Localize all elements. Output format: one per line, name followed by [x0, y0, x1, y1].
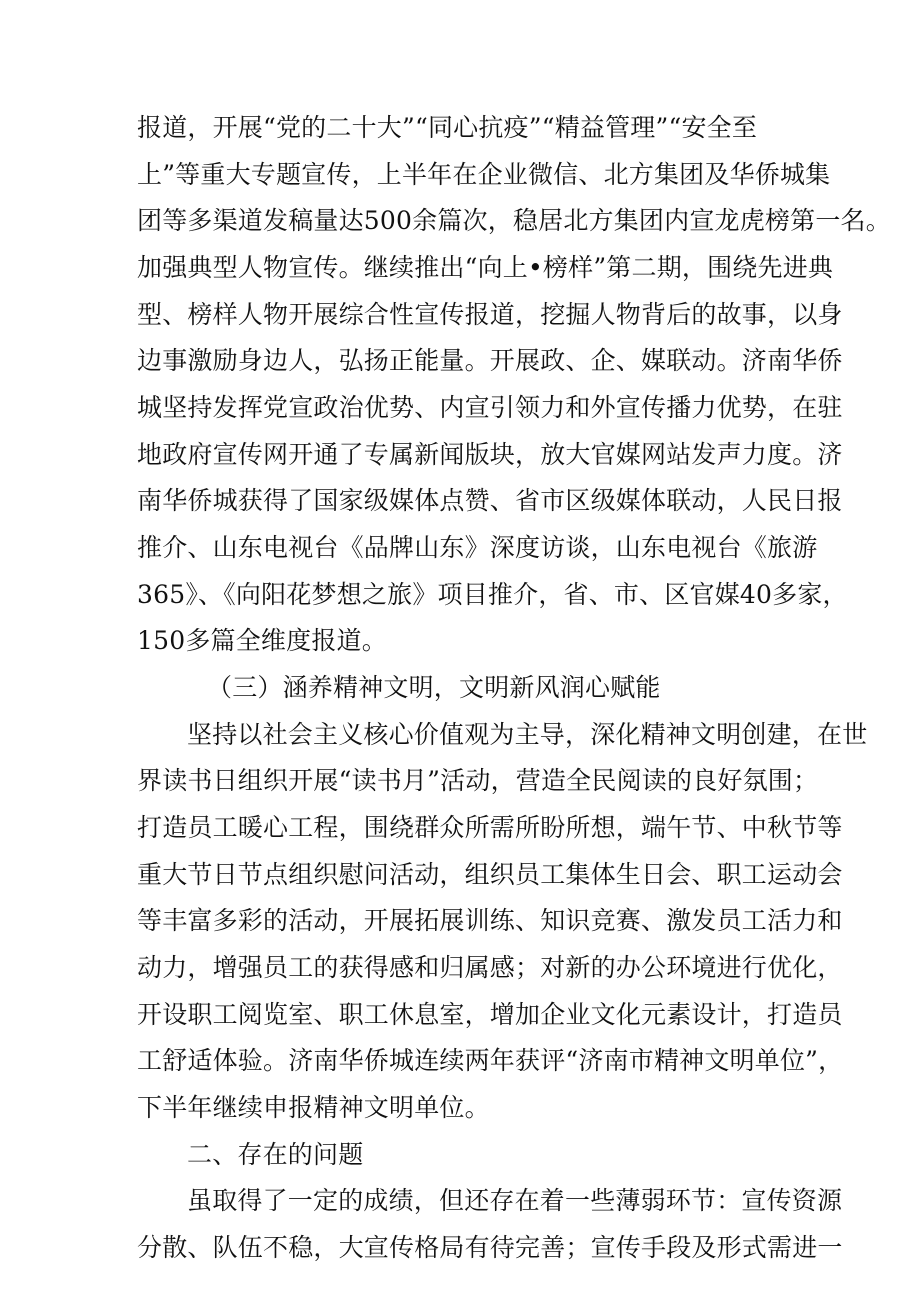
paragraph-line: 重大节日节点组织慰问活动，组织员工集体生日会、职工运动会 — [137, 860, 843, 889]
paragraph-line: 加强典型人物宣传。继续推出“向上•榜样”第二期，围绕先进典 — [137, 253, 834, 282]
paragraph-line: 工舒适体验。济南华侨城连续两年获评“济南市精神文明单位”， — [137, 1046, 844, 1075]
section-heading: 二、存在的问题 — [187, 1140, 364, 1169]
paragraph-line: 开设职工阅览室、职工休息室，增加企业文化元素设计，打造员 — [137, 1000, 843, 1029]
paragraph-line: 下半年继续申报精神文明单位。 — [137, 1093, 490, 1122]
paragraph-line: 边事激励身边人，弘扬正能量。开展政、企、媒联动。济南华侨 — [137, 346, 843, 375]
section-subheading: （三）涵养精神文明，文明新风润心赋能 — [207, 673, 661, 702]
paragraph-line: 打造员工暖心工程，围绕群众所需所盼所想，端午节、中秋节等 — [137, 813, 843, 842]
paragraph-line: 地政府宣传网开通了专属新闻版块，放大官媒网站发声力度。济 — [137, 440, 843, 469]
paragraph-line: 城坚持发挥党宣政治优势、内宣引领力和外宣传播力优势，在驻 — [137, 393, 843, 422]
paragraph-line: 上”等重大专题宣传，上半年在企业微信、北方集团及华侨城集 — [137, 160, 831, 189]
paragraph-line: 团等多渠道发稿量达500余篇次，稳居北方集团内宣龙虎榜第一名。 — [137, 206, 891, 235]
paragraph-line: 虽取得了一定的成绩，但还存在着一些薄弱环节：宣传资源 — [187, 1186, 843, 1215]
paragraph-line: 坚持以社会主义核心价值观为主导，深化精神文明创建，在世 — [187, 720, 868, 749]
paragraph-line: 推介、山东电视台《品牌山东》深度访谈，山东电视台《旅游 — [137, 533, 818, 562]
paragraph-line: 型、榜样人物开展综合性宣传报道，挖掘人物背后的故事，以身 — [137, 300, 843, 329]
paragraph-line: 365》、《向阳花梦想之旅》项目推介，省、市、区官媒40多家， — [137, 580, 848, 609]
paragraph-line: 分散、队伍不稳，大宣传格局有待完善；宣传手段及形式需进一 — [137, 1233, 843, 1262]
paragraph-line: 南华侨城获得了国家级媒体点赞、省市区级媒体联动，人民日报 — [137, 486, 843, 515]
paragraph-line: 动力，增强员工的获得感和归属感；对新的办公环境进行优化， — [137, 953, 843, 982]
paragraph-line: 报道，开展“党的二十大”“同心抗疫”“精益管理”“安全至 — [137, 113, 758, 142]
paragraph-line: 150多篇全维度报道。 — [137, 626, 387, 655]
paragraph-line: 界读书日组织开展“读书月”活动，营造全民阅读的良好氛围； — [137, 766, 819, 795]
paragraph-line: 等丰富多彩的活动，开展拓展训练、知识竞赛、激发员工活力和 — [137, 906, 843, 935]
